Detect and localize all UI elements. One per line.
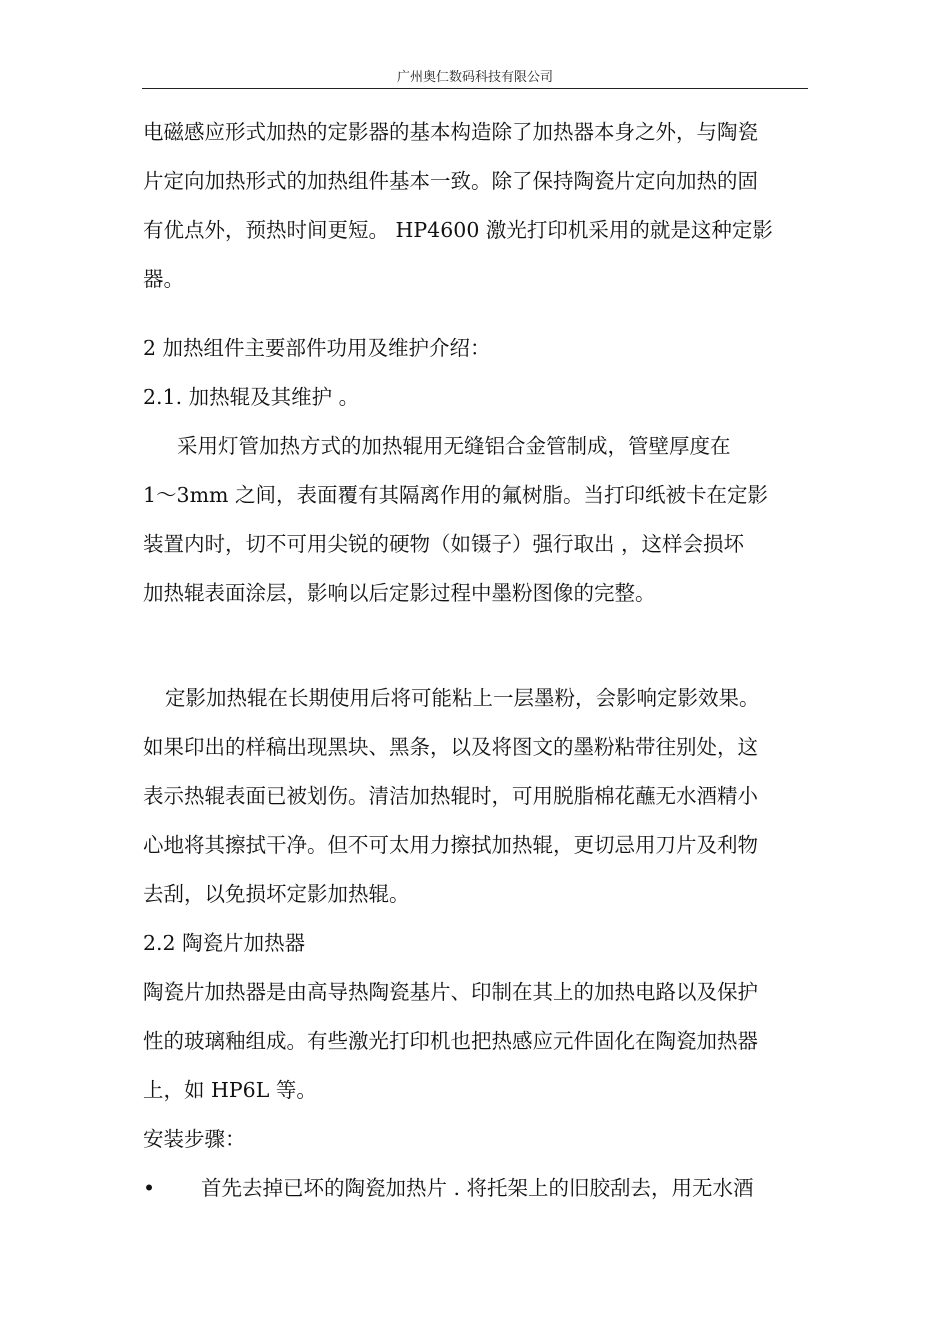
spacer [143, 304, 815, 324]
text-line: 定影加热辊在长期使用后将可能粘上一层墨粉，会影响定影效果。 [165, 686, 760, 710]
text-line: 如果印出的样稿出现黑块、黑条，以及将图文的墨粉粘带往别处，这 [143, 735, 758, 759]
section-heading: 2 加热组件主要部件功用及维护介绍： [143, 336, 491, 360]
text-line: 采用灯管加热方式的加热辊用无缝铝合金管制成，管壁厚度在 [177, 434, 731, 458]
text-line: 去刮，以免损坏定影加热辊。 [143, 882, 410, 906]
spacer [143, 618, 815, 674]
text-line: 有优点外，预热时间更短。 HP4600 激光打印机采用的就是这种定影 [143, 218, 773, 242]
text-line: 1～3mm 之间，表面覆有其隔离作用的氟树脂。当打印纸被卡在定影 [143, 483, 768, 507]
header-divider [142, 88, 808, 89]
subsection-heading: 2.2 陶瓷片加热器 [143, 931, 306, 955]
page-header: 广州奥仁数码科技有限公司 [396, 70, 553, 85]
document-body [143, 108, 815, 1213]
text-line: 器。 [143, 267, 184, 291]
text-line: 电磁感应形式加热的定影器的基本构造除了加热器本身之外，与陶瓷 [143, 120, 758, 144]
bullet-icon: • [143, 1176, 156, 1200]
text-line: 片定向加热形式的加热组件基本一致。除了保持陶瓷片定向加热的固 [143, 169, 758, 193]
text-line: 上，如 HP6L 等。 [143, 1078, 317, 1102]
intro-paragraph [143, 108, 815, 304]
text-line: 性的玻璃釉组成。有些激光打印机也把热感应元件固化在陶瓷加热器 [143, 1029, 758, 1053]
list-item-text: 首先去掉已坏的陶瓷加热片 . 将托架上的旧胶刮去，用无水酒 [201, 1176, 754, 1200]
cleaning-paragraph [143, 674, 815, 919]
list-item [143, 1164, 815, 1213]
text-line: 表示热辊表面已被划伤。清洁加热辊时，可用脱脂棉花蘸无水酒精小 [143, 784, 758, 808]
text-line: 心地将其擦拭干净。但不可太用力擦拭加热辊，更切忌用刀片及利物 [143, 833, 758, 857]
text-line: 陶瓷片加热器是由高导热陶瓷基片、印制在其上的加热电路以及保护 [143, 980, 758, 1004]
roller-paragraph [143, 422, 815, 618]
install-steps-heading: 安装步骤： [143, 1127, 246, 1151]
text-line: 装置内时，切不可用尖锐的硬物（如镊子）强行取出 ，这样会损坏 [143, 532, 745, 556]
subsection-heading: 2.1. 加热辊及其维护 。 [143, 385, 360, 409]
text-line: 加热辊表面涂层，影响以后定影过程中墨粉图像的完整。 [143, 581, 656, 605]
ceramic-paragraph [143, 968, 815, 1115]
